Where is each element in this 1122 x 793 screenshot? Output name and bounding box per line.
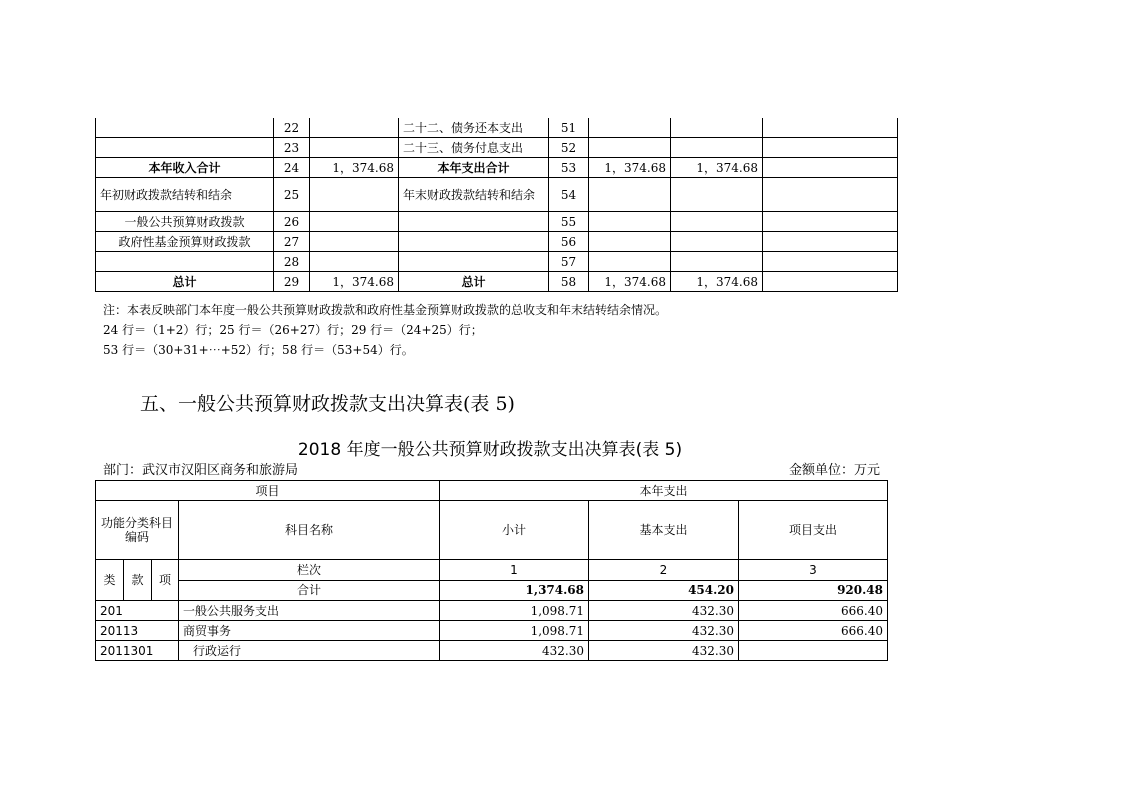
expense-total <box>589 178 671 212</box>
total-project: 920.48 <box>739 580 888 601</box>
subject-name: 一般公共服务支出 <box>179 601 440 621</box>
table-row <box>96 601 888 621</box>
expense-total <box>589 212 671 232</box>
row-project: 666.40 <box>739 601 888 621</box>
total-subtotal: 1,374.68 <box>440 580 589 601</box>
header-project: 项目 <box>96 481 440 501</box>
row-number: 25 <box>274 178 310 212</box>
expense-label: 本年支出合计 <box>399 158 549 178</box>
row-basic: 432.30 <box>589 601 739 621</box>
row-basic: 432.30 <box>589 641 739 661</box>
table-note-formula: 24 行＝（1+2）行；25 行＝（26+27）行；29 行＝（24+25）行； <box>103 323 483 337</box>
table-row <box>96 272 898 292</box>
function-code: 2011301 <box>96 641 179 661</box>
expense-row-number: 51 <box>549 118 589 138</box>
header-lei: 类 <box>96 560 124 601</box>
amount-unit-label: 金额单位：万元 <box>788 463 880 478</box>
income-amount <box>310 118 399 138</box>
row-number: 28 <box>274 252 310 272</box>
table-row <box>96 621 888 641</box>
income-label: 总计 <box>96 272 274 292</box>
table-row <box>96 158 898 178</box>
expense-fund-budget <box>763 212 898 232</box>
expense-general-budget <box>671 252 763 272</box>
row-subtotal: 1,098.71 <box>440 601 589 621</box>
table-row <box>96 252 898 272</box>
table-header-row <box>96 560 888 581</box>
expense-general-budget <box>671 118 763 138</box>
table-row <box>96 138 898 158</box>
expense-label <box>399 212 549 232</box>
subject-name: 行政运行 <box>179 641 440 661</box>
row-number: 23 <box>274 138 310 158</box>
table-row <box>96 118 898 138</box>
expense-row-number: 53 <box>549 158 589 178</box>
column-number-3: 3 <box>739 560 888 581</box>
expense-fund-budget <box>763 272 898 292</box>
expense-general-budget <box>671 138 763 158</box>
table-row <box>96 232 898 252</box>
row-number: 22 <box>274 118 310 138</box>
income-amount: 1，374.68 <box>310 158 399 178</box>
table-title: 2018 年度一般公共预算财政拨款支出决算表(表 5) <box>297 440 683 460</box>
department-label: 部门：武汉市汉阳区商务和旅游局 <box>103 463 299 478</box>
column-number-2: 2 <box>589 560 739 581</box>
table-note-formula: 53 行＝（30+31+⋯+52）行；58 行＝（53+54）行。 <box>103 343 414 357</box>
row-basic: 432.30 <box>589 621 739 641</box>
header-current-year-expenditure: 本年支出 <box>440 481 888 501</box>
expense-row-number: 55 <box>549 212 589 232</box>
table-header-row <box>96 481 888 501</box>
total-label: 合计 <box>179 580 440 601</box>
income-amount <box>310 252 399 272</box>
header-project-expenditure: 项目支出 <box>739 501 888 560</box>
expense-general-budget <box>671 178 763 212</box>
table-row <box>96 641 888 661</box>
expense-label: 二十三、债务付息支出 <box>399 138 549 158</box>
table-header-row <box>96 501 888 560</box>
income-amount <box>310 212 399 232</box>
row-project: 666.40 <box>739 621 888 641</box>
income-label: 一般公共预算财政拨款 <box>96 212 274 232</box>
income-amount <box>310 178 399 212</box>
income-amount <box>310 232 399 252</box>
column-number-1: 1 <box>440 560 589 581</box>
income-label: 本年收入合计 <box>96 158 274 178</box>
income-label: 年初财政拨款结转和结余 <box>96 178 274 212</box>
header-column-index: 栏次 <box>179 560 440 581</box>
expense-general-budget: 1，374.68 <box>671 272 763 292</box>
row-number: 27 <box>274 232 310 252</box>
function-code: 201 <box>96 601 179 621</box>
expense-label <box>399 232 549 252</box>
expense-total <box>589 232 671 252</box>
header-xiang: 项 <box>152 560 179 601</box>
expense-fund-budget <box>763 118 898 138</box>
expense-row-number: 54 <box>549 178 589 212</box>
total-basic: 454.20 <box>589 580 739 601</box>
income-expense-summary-table <box>95 118 898 292</box>
row-subtotal: 1,098.71 <box>440 621 589 641</box>
expense-fund-budget <box>763 158 898 178</box>
header-subject-name: 科目名称 <box>179 501 440 560</box>
expense-total <box>589 252 671 272</box>
expense-total: 1，374.68 <box>589 272 671 292</box>
expense-general-budget: 1，374.68 <box>671 158 763 178</box>
header-kuan: 款 <box>124 560 152 601</box>
header-function-code: 功能分类科目编码 <box>96 501 179 560</box>
expense-label: 总计 <box>399 272 549 292</box>
row-number: 26 <box>274 212 310 232</box>
section-heading: 五、一般公共预算财政拨款支出决算表(表 5) <box>140 393 515 415</box>
total-row <box>96 580 888 601</box>
header-subtotal: 小计 <box>440 501 589 560</box>
expense-total: 1，374.68 <box>589 158 671 178</box>
income-label <box>96 118 274 138</box>
row-project <box>739 641 888 661</box>
header-basic-expenditure: 基本支出 <box>589 501 739 560</box>
income-label <box>96 138 274 158</box>
expense-row-number: 57 <box>549 252 589 272</box>
table-row <box>96 212 898 232</box>
expense-general-budget <box>671 232 763 252</box>
subject-name: 商贸事务 <box>179 621 440 641</box>
expense-fund-budget <box>763 252 898 272</box>
income-amount <box>310 138 399 158</box>
function-code: 20113 <box>96 621 179 641</box>
expense-total <box>589 118 671 138</box>
row-number: 29 <box>274 272 310 292</box>
row-subtotal: 432.30 <box>440 641 589 661</box>
table-row <box>96 178 898 212</box>
expense-fund-budget <box>763 138 898 158</box>
expense-label: 二十二、债务还本支出 <box>399 118 549 138</box>
expense-total <box>589 138 671 158</box>
expense-fund-budget <box>763 178 898 212</box>
income-label: 政府性基金预算财政拨款 <box>96 232 274 252</box>
table-note: 注：本表反映部门本年度一般公共预算财政拨款和政府性基金预算财政拨款的总收支和年末结转结余情况。 <box>103 303 668 317</box>
expense-label: 年末财政拨款结转和结余 <box>399 178 549 212</box>
row-number: 24 <box>274 158 310 178</box>
expense-fund-budget <box>763 232 898 252</box>
expense-row-number: 52 <box>549 138 589 158</box>
income-label <box>96 252 274 272</box>
expense-label <box>399 252 549 272</box>
income-amount: 1，374.68 <box>310 272 399 292</box>
expense-row-number: 56 <box>549 232 589 252</box>
expense-general-budget <box>671 212 763 232</box>
general-budget-expenditure-table <box>95 480 888 661</box>
expense-row-number: 58 <box>549 272 589 292</box>
